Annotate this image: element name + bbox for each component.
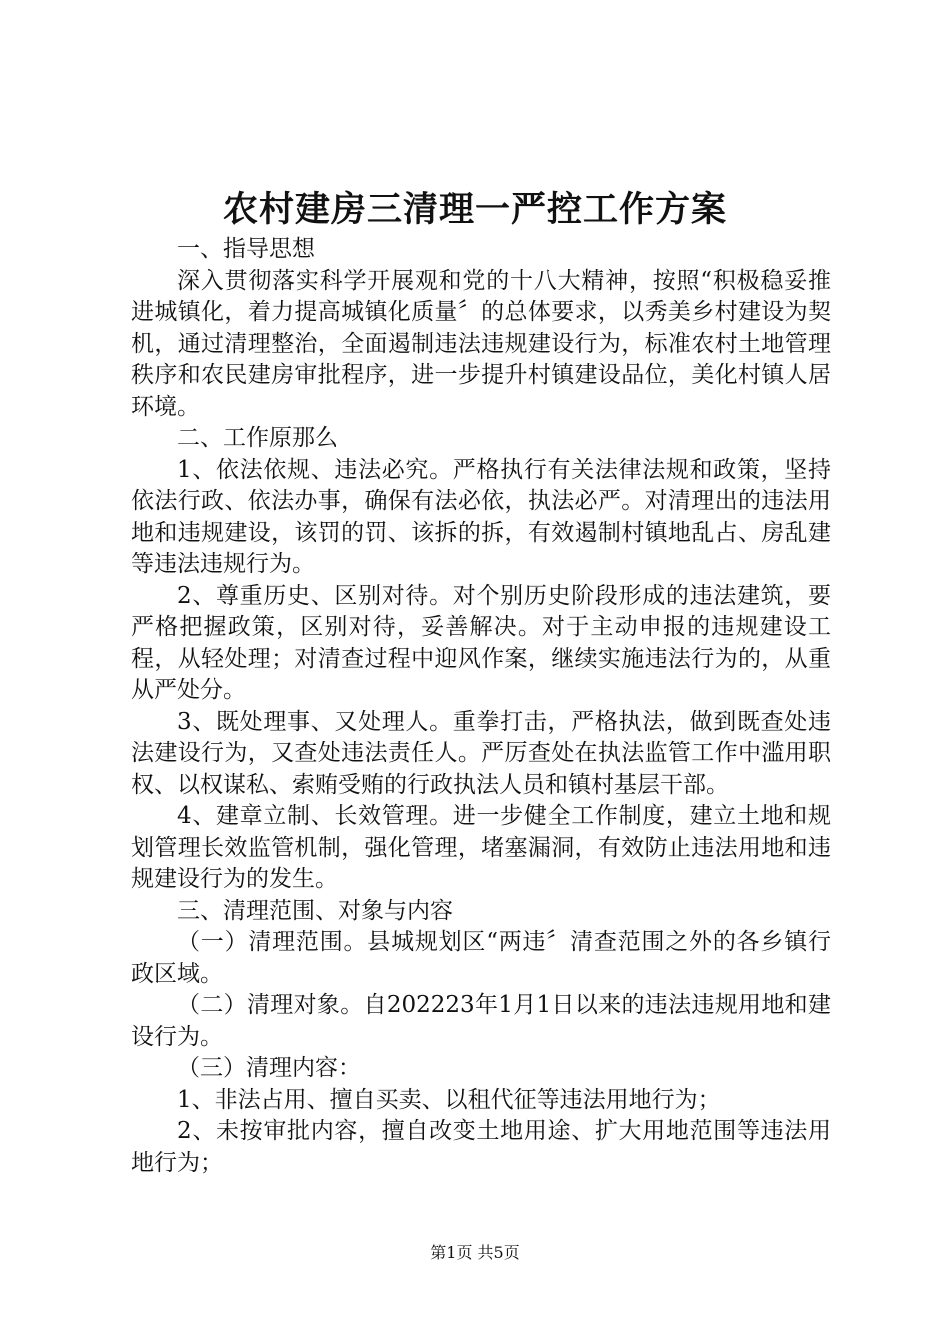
body-paragraph: （三）清理内容：: [177, 1055, 361, 1081]
document-title: 农村建房三清理一严控工作方案: [222, 189, 727, 230]
body-paragraph: 1、非法占用、擅自买卖、以租代征等违法用地行为；: [177, 1086, 721, 1113]
body-paragraph: 深入贯彻落实科学开展观和党的十八大精神，按照“积极稳妥推进城镇化，着力提高城镇化质量〞的总体要求，以秀美乡村建设为契机，通过清理整治，全面遏制违法违规建设行为，标准农村土地管理秩序和农民建房审批程序，进一步提升村镇建设品位，美化村镇人居环境。: [131, 267, 831, 420]
body-paragraph: 2、尊重历史、区别对待。对个别历史阶段形成的违法建筑，要严格把握政策，区别对待，妥善解决。对于主动申报的违规建设工程，从轻处理；对清查过程中迎风作案，继续实施违法行为的，从重从严处分。: [131, 582, 831, 703]
page-number: 第1页 共5页: [430, 1243, 520, 1262]
body-paragraph: （一）清理范围。县城规划区“两违〞清查范围之外的各乡镇行政区域。: [131, 929, 831, 987]
body-paragraph: 1、依法依规、违法必究。严格执行有关法律法规和政策，坚持依法行政、依法办事，确保有法必依，执法必严。对清理出的违法用地和违规建设，该罚的罚、该拆的拆，有效遏制村镇地乱占、房乱建等违法违规行为。: [131, 456, 831, 577]
body-paragraph: 3、既处理事、又处理人。重拳打击，严格执法，做到既查处违法建设行为，又查处违法责任人。严厉查处在执法监管工作中滥用职权、以权谋私、索贿受贿的行政执法人员和镇村基层干部。: [131, 708, 831, 798]
body-paragraph: 4、建章立制、长效管理。进一步健全工作制度，建立土地和规划管理长效监管机制，强化管理，堵塞漏洞，有效防止违法用地和违规建设行为的发生。: [131, 803, 831, 892]
section-heading: 一、指导思想: [177, 236, 315, 262]
document-body: [131, 234, 831, 1179]
body-paragraph: （二）清理对象。自202223年1月1日以来的违法违规用地和建设行为。: [131, 992, 831, 1050]
section-heading: 二、工作原那么: [177, 425, 338, 451]
section-heading: 三、清理范围、对象与内容: [177, 897, 453, 924]
body-paragraph: 2、未按审批内容，擅自改变土地用途、扩大用地范围等违法用地行为；: [131, 1118, 831, 1176]
